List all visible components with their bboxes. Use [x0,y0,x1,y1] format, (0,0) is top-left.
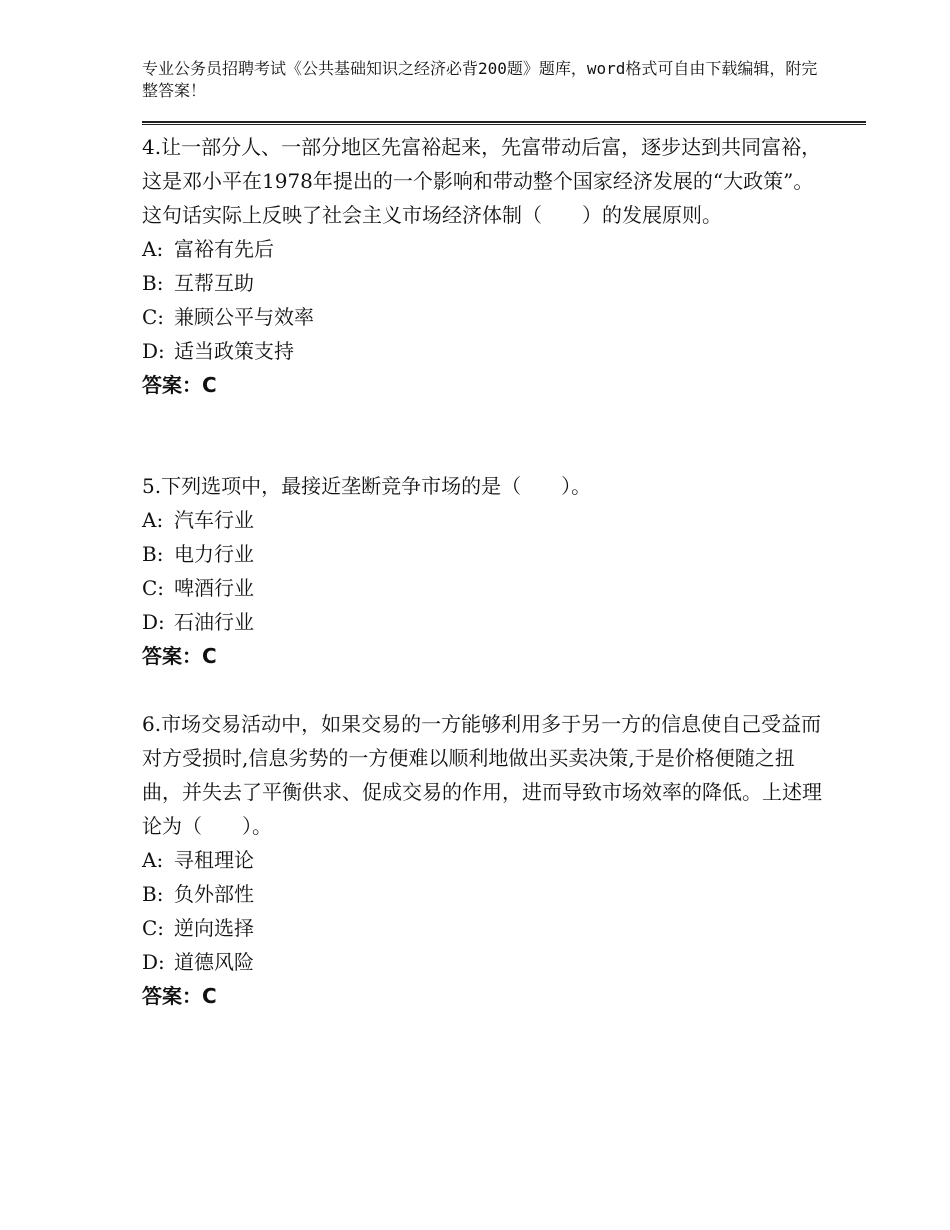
option-d [142,945,822,979]
answer-line: 答案：C [142,984,217,1008]
question-text: 5.下列选项中，最接近垄断竞争市场的是（ ）。 [142,474,592,498]
option-d [142,605,822,639]
document-header: 专业公务员招聘考试《公共基础知识之经济必背200题》题库，word格式可自由下载编辑，附完整答案！ [142,59,818,100]
question-text: 4.让一部分人、一部分地区先富裕起来，先富带动后富，逐步达到共同富裕，这是邓小平在1978年提出的一个影响和带动整个国家经济发展的“大政策”。这句话实际上反映了社会主义市场经济体制（ ）的发展原则。 [142,135,822,227]
option-c [142,911,822,945]
option-letter: B: [142,271,164,295]
option-a [142,503,822,537]
answer-line: 答案：C [142,373,217,397]
option-text: 道德风险 [174,950,254,974]
option-letter: B: [142,542,164,566]
header-divider [142,121,866,125]
option-letter: C: [142,305,165,329]
option-c [142,571,822,605]
option-b [142,877,822,911]
option-text: 寻租理论 [174,848,254,872]
question-5 [142,469,822,673]
question-4 [142,130,822,402]
option-text: 互帮互助 [174,271,254,295]
option-text: 石油行业 [174,610,254,634]
option-text: 适当政策支持 [174,339,294,363]
option-text: 啤酒行业 [174,576,254,600]
option-b [142,266,822,300]
option-b [142,537,822,571]
option-letter: B: [142,882,164,906]
option-a [142,843,822,877]
question-text: 6.市场交易活动中，如果交易的一方能够利用多于另一方的信息使自己受益而对方受损时,信息劣势的一方便难以顺利地做出买卖决策,于是价格便随之扭曲，并失去了平衡供求、促成交易的作用，进而导致市场效率的降低。上述理论为（ ）。 [142,712,822,838]
option-text: 负外部性 [174,882,254,906]
option-letter: C: [142,916,165,940]
option-letter: D: [142,339,165,363]
option-text: 富裕有先后 [174,237,274,261]
option-text: 兼顾公平与效率 [174,305,314,329]
option-letter: A: [142,508,164,532]
option-a [142,232,822,266]
option-letter: D: [142,610,165,634]
option-letter: D: [142,950,165,974]
question-6 [142,707,822,1013]
option-text: 电力行业 [174,542,254,566]
option-letter: A: [142,237,164,261]
option-d [142,334,822,368]
option-letter: A: [142,848,164,872]
option-text: 逆向选择 [174,916,254,940]
option-c [142,300,822,334]
option-letter: C: [142,576,165,600]
answer-line: 答案：C [142,644,217,668]
option-text: 汽车行业 [174,508,254,532]
